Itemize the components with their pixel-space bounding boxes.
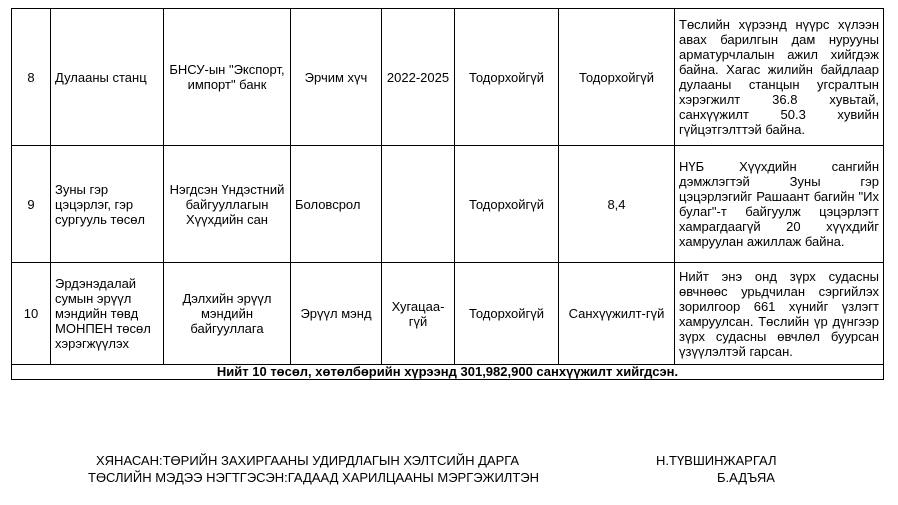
- funding-status: Тодорхойгүй: [455, 146, 559, 263]
- funding-amount: Тодорхойгүй: [559, 9, 675, 146]
- funding-status: Тодорхойгүй: [455, 9, 559, 146]
- row-number: 9: [12, 146, 51, 263]
- partner-organization: Дэлхийн эрүүл мэндийн байгууллага: [164, 263, 291, 365]
- reviewed-by-name: Н.ТҮВШИНЖАРГАЛ: [656, 453, 777, 468]
- row-number: 8: [12, 9, 51, 146]
- table-row: [12, 263, 884, 365]
- funding-status: Тодорхойгүй: [455, 263, 559, 365]
- project-name: Зуны гэр цэцэрлэг, гэр сургууль төсөл: [51, 146, 164, 263]
- funding-amount: Санхүүжилт-гүй: [559, 263, 675, 365]
- row-number: 10: [12, 263, 51, 365]
- compiled-by-name: Б.АДЪЯА: [717, 470, 775, 485]
- table-row: [12, 9, 884, 146]
- compiled-by-title: ТӨСЛИЙН МЭДЭЭ НЭГТГЭСЭН:ГАДААД ХАРИЛЦААНЫ МЭРГЭЖИЛТЭН: [88, 470, 539, 485]
- total-summary: Нийт 10 төсөл, хөтөлбөрийн хүрээнд 301,982,900 санхүүжилт хийгдсэн.: [12, 365, 884, 380]
- partner-organization: БНСУ-ын "Экспорт, импорт" банк: [164, 9, 291, 146]
- period: Хугацаа-гүй: [382, 263, 455, 365]
- period: [382, 146, 455, 263]
- sector: Эрчим хүч: [291, 9, 382, 146]
- partner-organization: Нэгдсэн Үндэстний байгууллагын Хүүхдийн сан: [164, 146, 291, 263]
- progress-note: Төслийн хүрээнд нүүрс хүлээн авах барилгын дам нурууны арматурчлалын ажил хийгдэж байна. Хагас жилийн байдлаар дулааны станцын угсралтын хэрэгжилт 36.8 хувьтай, санхүүжилт 50.3 хувийн гүйцэтгэлттэй байна.: [675, 9, 884, 146]
- sector: Эрүүл мэнд: [291, 263, 382, 365]
- reviewed-by-title: ХЯНАСАН:ТӨРИЙН ЗАХИРГААНЫ УДИРДЛАГЫН ХЭЛТСИЙН ДАРГА: [96, 453, 520, 468]
- project-name: Эрдэнэдалай сумын эрүүл мэндийн төвд МОНПЕН төсөл хэрэгжүүлэх: [51, 263, 164, 365]
- progress-note: Нийт энэ онд зүрх судасны өвчнөөс урьдчилан сэргийлэх зорилгоор 661 хүнийг үзлэгт хамруулсан. Төслийн үр дүнгээр зүрх судасны өвчлөл буурсан үзүүлэлтэй гарсан.: [675, 263, 884, 365]
- sector: Боловсрол: [291, 146, 382, 263]
- period: 2022-2025: [382, 9, 455, 146]
- table-row: [12, 146, 884, 263]
- project-name: Дулааны станц: [51, 9, 164, 146]
- funding-amount: 8,4: [559, 146, 675, 263]
- projects-table: [11, 8, 884, 380]
- progress-note: НҮБ Хүүхдийн сангийн дэмжлэгтэй Зуны гэр цэцэрлэгийг Рашаант багийн "Их булаг"-т байгуулж цэцэрлэгт хамрагдаагүй 20 хүүхдийг хамруулан ажиллаж байна.: [675, 146, 884, 263]
- total-row: [12, 365, 884, 380]
